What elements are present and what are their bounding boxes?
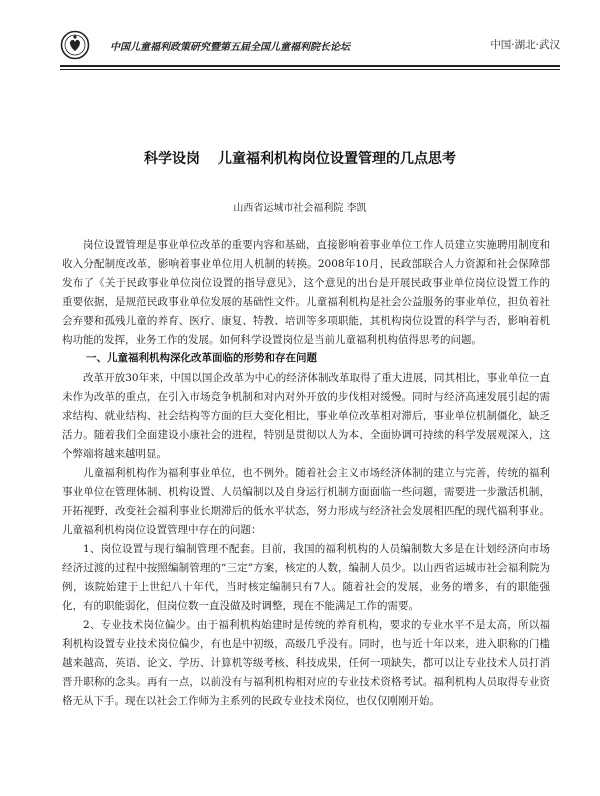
body-paragraph: 1、岗位设置与现行编制管理不配套。目前，我国的福利机构的人员编制数大多是在计划经济向市场经济过渡的过程中按照编制管理的“三定”方案，核定的人数，编制人员少。以山西省运城市社会福利院为例，该院始建于上世纪八十年代，当时核定编制只有7人。随着社会的发展，业务的增多，有的职能强化，有的职能弱化，但岗位数一直没做及时调整，现在不能满足工作的需要。 <box>62 543 550 612</box>
section-body <box>62 369 550 711</box>
intro-block <box>62 236 550 350</box>
title-main: 儿童福利机构岗位设置管理的几点思考 <box>218 151 456 167</box>
section-heading: 一、儿童福利机构深化改革面临的形势和存在问题 <box>86 352 317 364</box>
header-rule-thick <box>60 65 560 67</box>
conference-location: 中国·湖北·武汉 <box>490 39 560 51</box>
title-prefix: 科学设岗 <box>144 151 200 167</box>
body-paragraph: 儿童福利机构作为福利事业单位，也不例外。随着社会主义市场经济体制的建立与完善，传统的福利事业单位在管理体制、机构设置、人员编制以及自身运行机制方面面临一些问题，需要进一步激活机制，开拓视野，改变社会福利事业长期滞后的低水平状态，努力形成与经济社会发展相匹配的现代福利事业。儿童福利机构岗位设置管理中存在的问题： <box>62 467 550 536</box>
association-emblem-icon <box>60 30 90 60</box>
author-line: 山西省运城市社会福利院 李凯 <box>233 203 367 214</box>
body-paragraph: 改革开放30年来，中国以国企改革为中心的经济体制改革取得了重大进展，同其相比，事业单位一直未作为改革的重点，在引入市场竞争机制和对内对外开放的步伐相对缓慢。同时与经济高速发展引起的需求结构、就业结构、社会结构等方面的巨大变化相比，事业单位改革相对滞后，事业单位机制僵化，缺乏活力。随着我们全面建设小康社会的进程，特别是贯彻以人为本、全面协调可持续的科学发展观深入，这个弊端将越来越明显。 <box>62 372 550 460</box>
header-rule-thin <box>60 69 560 70</box>
intro-paragraph: 岗位设置管理是事业单位改革的重要内容和基础，直接影响着事业单位工作人员建立实施聘用制度和收入分配制度改革，影响着事业单位用人机制的转换。2008年10月，民政部联合人力资源和社会保障部发布了《关于民政事业单位岗位设置的指导意见》，这个意见的出台是开展民政事业单位岗位设置工作的重要依据，是规范民政事业单位发展的基础性文件。儿童福利机构是社会公益服务的事业单位，担负着社会弃婴和孤残儿童的养育、医疗、康复、特教、培训等多项职能，其机构岗位设置的科学与否，影响着机构功能的发挥，业务工作的发展。如何科学设置岗位是当前儿童福利机构值得思考的问题。 <box>62 239 550 346</box>
conference-name: 中国儿童福利政策研究暨第五届全国儿童福利院长论坛 <box>110 42 350 53</box>
page-header <box>60 30 560 64</box>
article-title <box>0 148 600 168</box>
body-paragraph: 2、专业技术岗位偏少。由于福利机构始建时是传统的养育机构，要求的专业水平不是太高，所以福利机构设置专业技术岗位偏少，有也是中初级，高级几乎没有。同时，也与近十年以来，进入职称的门槛越来越高，英语、论文、学历、计算机等级考核、科技成果，任何一项缺失，都可以让专业技术人员打消晋升职称的念头。再有一点，以前没有与福利机构相对应的专业技术资格考试。福利机构人员取得专业资格无从下手。现在以社会工作师为主系列的民政专业技术岗位，也仅仅刚刚开始。 <box>62 619 550 707</box>
